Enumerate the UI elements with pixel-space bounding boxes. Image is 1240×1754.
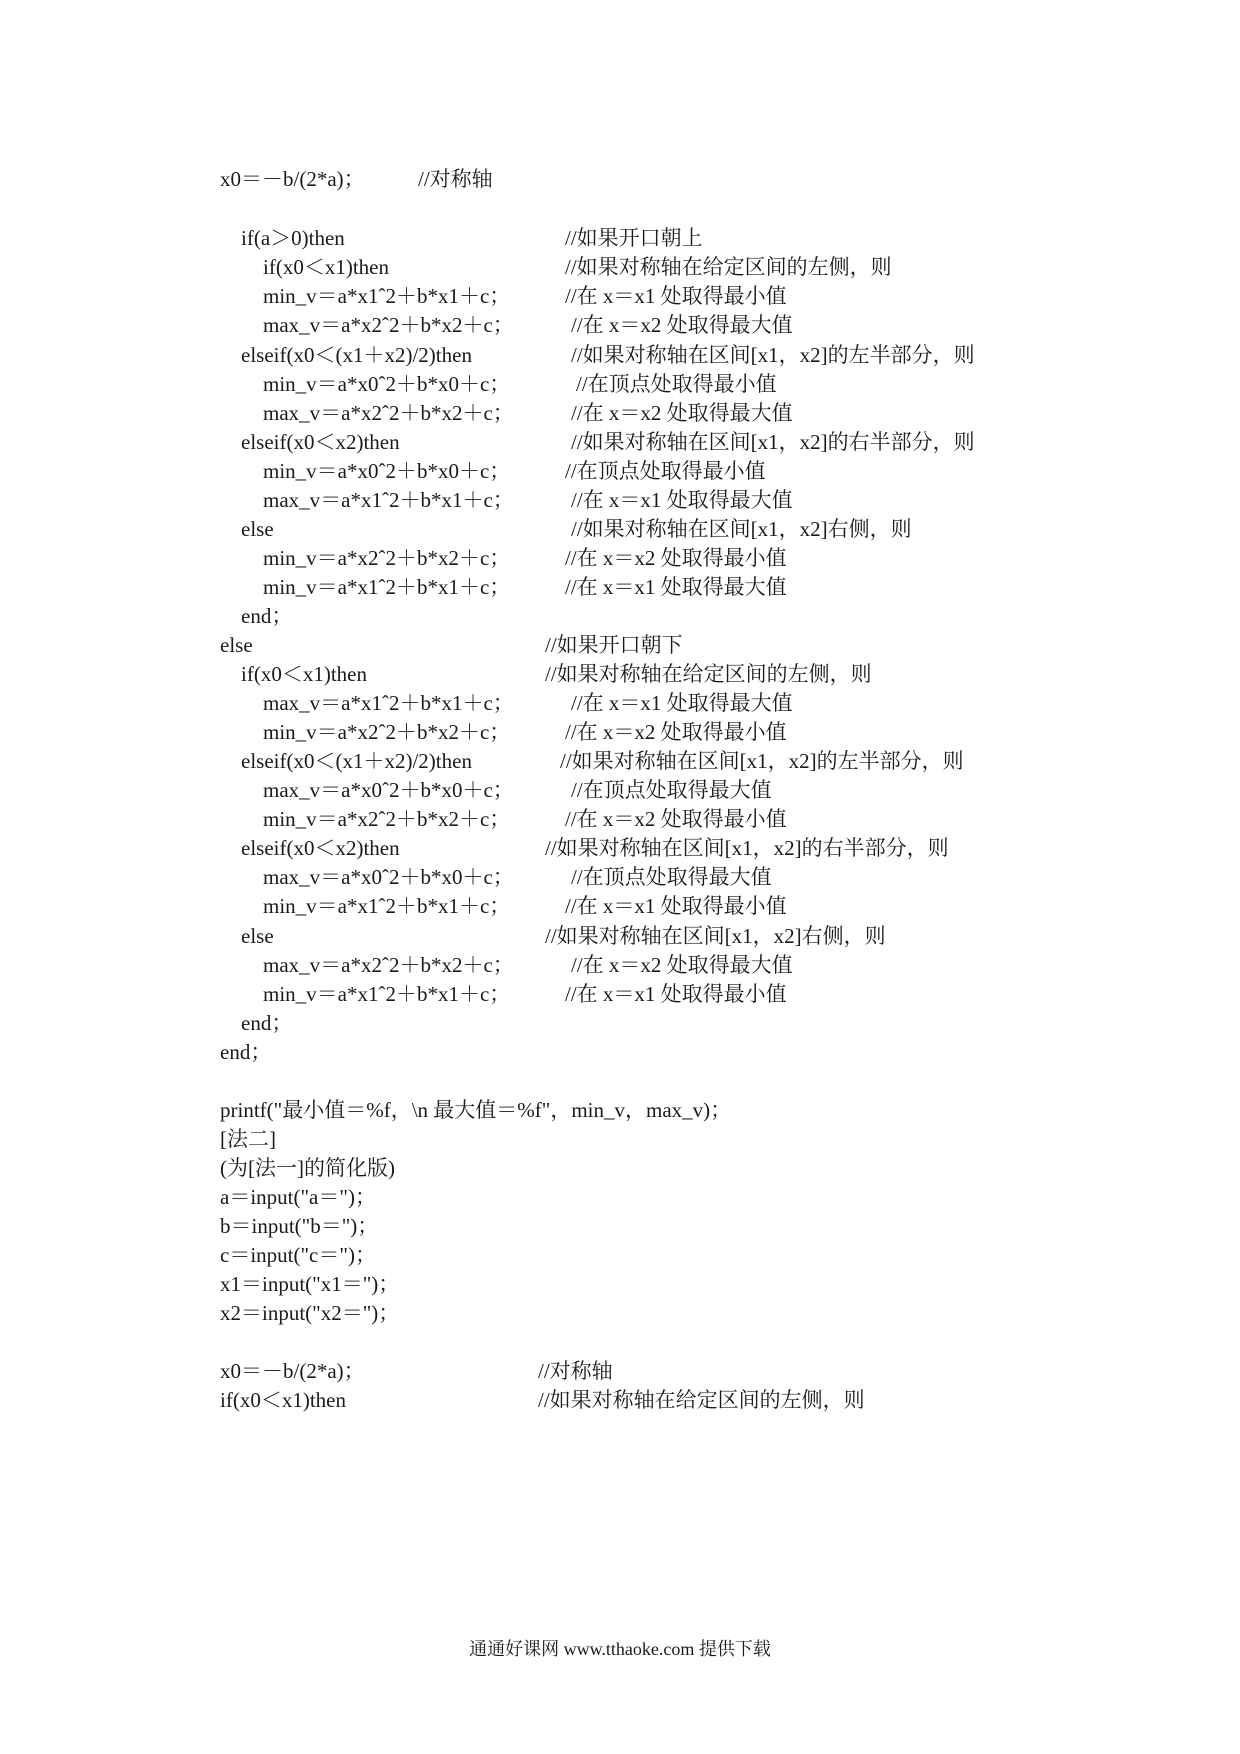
code-statement: min_v＝a*x1ˆ2＋b*x1＋c； [263, 284, 511, 308]
code-statement: else [241, 924, 274, 948]
code-comment: //如果对称轴在给定区间的左侧，则 [545, 662, 872, 686]
code-comment: //在 x＝x2 处取得最小值 [565, 720, 787, 744]
code-comment: //对称轴 [418, 167, 493, 191]
code-statement: min_v＝a*x2ˆ2＋b*x2＋c； [263, 720, 511, 744]
code-statement: b＝input("b＝")； [220, 1214, 379, 1238]
code-statement: if(x0＜x1)then [241, 662, 367, 686]
code-statement: max_v＝a*x2ˆ2＋b*x2＋c； [263, 953, 514, 977]
code-statement: a＝input("a＝")； [220, 1185, 376, 1209]
code-statement: max_v＝a*x2ˆ2＋b*x2＋c； [263, 313, 514, 337]
page-footer: 通通好课网 www.tthaoke.com 提供下载 [469, 1639, 771, 1659]
code-statement: min_v＝a*x0ˆ2＋b*x0＋c； [263, 372, 511, 396]
code-statement: elseif(x0＜x2)then [241, 836, 400, 860]
code-statement: printf("最小值＝%f，\n 最大值＝%f"，min_v，max_v)； [220, 1098, 732, 1122]
code-statement: [法二] [220, 1127, 276, 1151]
code-comment: //在顶点处取得最大值 [571, 865, 772, 889]
code-comment: //如果开口朝上 [565, 226, 703, 250]
code-comment: //在 x＝x1 处取得最小值 [565, 982, 787, 1006]
code-statement: min_v＝a*x1ˆ2＋b*x1＋c； [263, 982, 511, 1006]
code-statement: max_v＝a*x2ˆ2＋b*x2＋c； [263, 401, 514, 425]
code-comment: //如果对称轴在区间[x1，x2]的左半部分，则 [560, 749, 964, 773]
code-comment: //在顶点处取得最小值 [565, 459, 766, 483]
code-comment: //在 x＝x2 处取得最小值 [565, 807, 787, 831]
code-comment: //在 x＝x1 处取得最小值 [565, 284, 787, 308]
code-comment: //在 x＝x1 处取得最大值 [565, 575, 787, 599]
code-statement: end； [241, 604, 293, 628]
code-statement: end； [220, 1040, 272, 1064]
code-statement: else [241, 517, 274, 541]
code-statement: end； [241, 1011, 293, 1035]
code-statement: if(x0＜x1)then [220, 1388, 346, 1412]
code-statement: min_v＝a*x1ˆ2＋b*x1＋c； [263, 894, 511, 918]
code-comment: //在 x＝x1 处取得最大值 [571, 691, 793, 715]
code-comment: //如果对称轴在给定区间的左侧，则 [565, 255, 892, 279]
code-comment: //在顶点处取得最大值 [571, 778, 772, 802]
code-statement: min_v＝a*x1ˆ2＋b*x1＋c； [263, 575, 511, 599]
code-statement: elseif(x0＜(x1＋x2)/2)then [241, 749, 472, 773]
code-comment: //如果开口朝下 [545, 633, 683, 657]
code-statement: if(x0＜x1)then [263, 255, 389, 279]
code-statement: min_v＝a*x0ˆ2＋b*x0＋c； [263, 459, 511, 483]
code-comment: //在 x＝x1 处取得最小值 [565, 894, 787, 918]
code-statement: if(a＞0)then [241, 226, 345, 250]
code-statement: x0＝－b/(2*a)； [220, 1359, 365, 1383]
code-statement: min_v＝a*x2ˆ2＋b*x2＋c； [263, 807, 511, 831]
code-statement: else [220, 633, 253, 657]
code-statement: (为[法一]的简化版) [220, 1156, 395, 1180]
code-comment: //如果对称轴在区间[x1，x2]右侧，则 [571, 517, 912, 541]
code-statement: max_v＝a*x1ˆ2＋b*x1＋c； [263, 691, 514, 715]
code-statement: x2＝input("x2＝")； [220, 1301, 400, 1325]
code-statement: max_v＝a*x1ˆ2＋b*x1＋c； [263, 488, 514, 512]
code-statement: x1＝input("x1＝")； [220, 1272, 400, 1296]
code-comment: //在 x＝x1 处取得最大值 [571, 488, 793, 512]
code-comment: //如果对称轴在给定区间的左侧，则 [538, 1388, 865, 1412]
code-statement: max_v＝a*x0ˆ2＋b*x0＋c； [263, 778, 514, 802]
code-statement: max_v＝a*x0ˆ2＋b*x0＋c； [263, 865, 514, 889]
code-statement: elseif(x0＜(x1＋x2)/2)then [241, 343, 472, 367]
code-comment: //在 x＝x2 处取得最大值 [571, 401, 793, 425]
code-comment: //在顶点处取得最小值 [576, 372, 777, 396]
code-comment: //如果对称轴在区间[x1，x2]右侧，则 [545, 924, 886, 948]
code-comment: //如果对称轴在区间[x1，x2]的左半部分，则 [571, 343, 975, 367]
code-comment: //如果对称轴在区间[x1，x2]的右半部分，则 [571, 430, 975, 454]
code-statement: elseif(x0＜x2)then [241, 430, 400, 454]
code-comment: //如果对称轴在区间[x1，x2]的右半部分，则 [545, 836, 949, 860]
code-statement: c＝input("c＝")； [220, 1243, 376, 1267]
code-statement: x0＝－b/(2*a)； [220, 167, 365, 191]
code-comment: //在 x＝x2 处取得最大值 [571, 313, 793, 337]
code-comment: //对称轴 [538, 1359, 613, 1383]
code-comment: //在 x＝x2 处取得最小值 [565, 546, 787, 570]
code-statement: min_v＝a*x2ˆ2＋b*x2＋c； [263, 546, 511, 570]
code-comment: //在 x＝x2 处取得最大值 [571, 953, 793, 977]
